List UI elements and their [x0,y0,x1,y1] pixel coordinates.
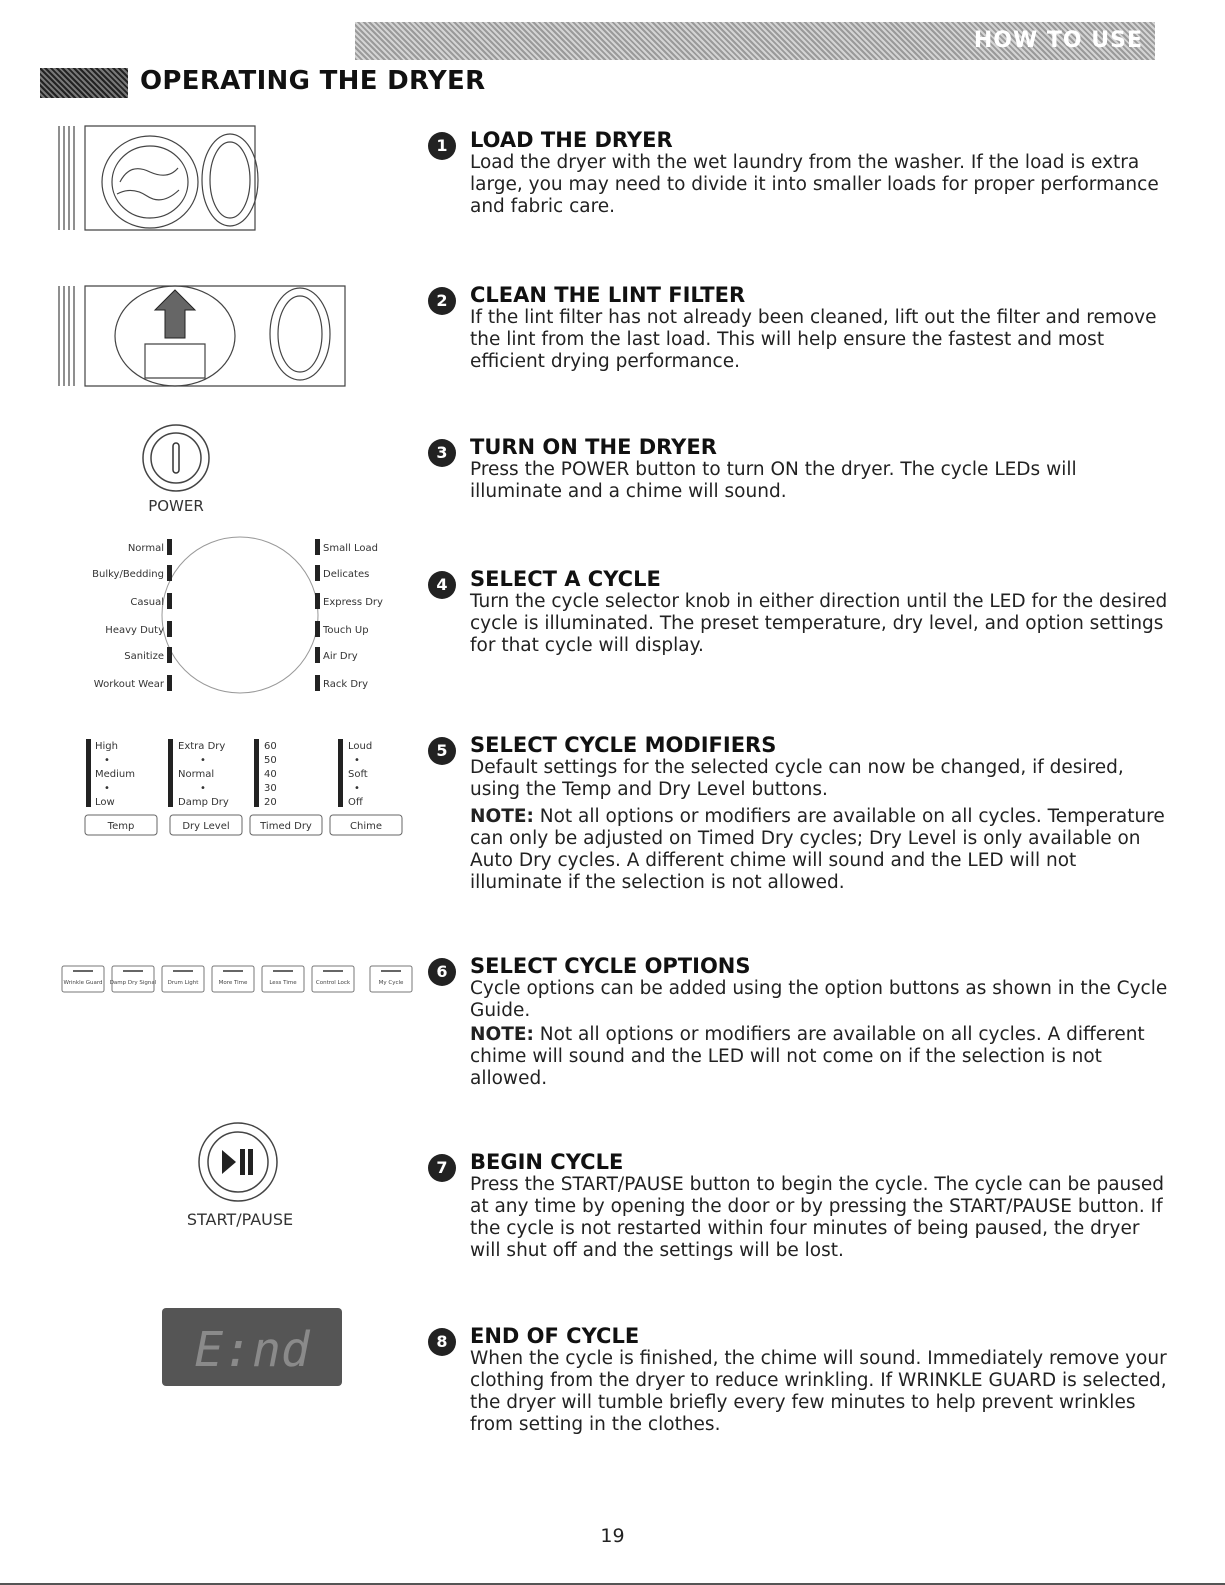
wrinkle-guard-button: Wrinkle Guard [63,980,103,986]
dry-level-label: Extra Dry [178,741,226,752]
timed-dry-label: 20 [264,797,277,808]
step-title: END OF CYCLE [470,1324,640,1348]
my-cycle-button: My Cycle [378,980,404,986]
step-number-badge: 4 [428,571,456,599]
cycle-label: Rack Dry [323,679,369,690]
display-readout: E:nd [194,1322,310,1378]
drum-light-button: Drum Light [167,980,199,986]
power-caption: POWER [148,497,204,515]
step-body [470,152,1170,218]
cycle-label: Small Load [323,543,378,554]
step-body [470,1348,1170,1436]
step-text: Default settings for the selected cycle can now be changed, if desired, using the Temp and Dry Level buttons. [470,757,1124,800]
end-display-illustration [162,1308,342,1386]
step-begin-cycle [428,1150,1168,1270]
step-clean-lint-filter [428,283,1168,383]
step-note [470,1024,1170,1090]
step-body [470,591,1170,657]
damp-dry-signal-button: Damp Dry Signal [109,980,157,986]
step-number-badge: 8 [428,1328,456,1356]
dry-level-label: Normal [178,769,215,780]
cycle-label: Sanitize [124,651,164,662]
dry-level-dot: • [200,755,206,766]
step-select-cycle-options [428,954,1168,1094]
page-number: 19 [600,1525,625,1547]
step-text: Load the dryer with the wet laundry from the washer. If the load is extra large, you may need to divide it into smaller loads for proper performance and fabric care. [470,152,1159,217]
temp-level-label: Low [95,797,115,808]
step-text: Turn the cycle selector knob in either direction until the LED for the desired cycle is illuminated. The preset temperature, dry level, and option settings for that cycle will display. [470,591,1168,656]
step-body [470,459,1170,503]
step-text: If the lint filter has not already been cleaned, lift out the filter and remove the lint from the last load. This will help ensure the fastest and most efficient drying performance. [470,307,1157,372]
chime-level-label: Soft [348,769,368,780]
less-time-button: Less Time [269,980,297,986]
page-title: OPERATING THE DRYER [140,66,486,96]
note-text: Not all options or modifiers are available on all cycles. Temperature can only be adjusted on Timed Dry cycles; Dry Level is only available on Auto Dry cycles. A different chime will sound and the LED will not illuminate if the selection is not allowed. [470,806,1165,893]
dry-level-button: Dry Level [182,821,230,832]
cycle-label: Bulky/Bedding [92,569,164,580]
step-number-badge: 1 [428,132,456,160]
step-title: BEGIN CYCLE [470,1150,624,1174]
chime-level-dot: • [354,783,360,794]
start-pause-caption: START/PAUSE [186,1210,294,1229]
step-end-of-cycle [428,1324,1168,1444]
header-tab-bar [355,22,1155,60]
chime-level-label: Off [348,797,363,808]
step-body [470,307,1170,373]
timed-dry-label: 50 [264,755,277,766]
step-number-badge: 6 [428,958,456,986]
chime-level-label: Loud [348,741,373,752]
step-text: When the cycle is finished, the chime will sound. Immediately remove your clothing from the dryer to reduce wrinkling. If WRINKLE GUARD is selected, the dryer will tumble briefly every few minutes to help prevent wrinkles from setting in the clothes. [470,1348,1167,1435]
temp-level-label: High [95,741,118,752]
cycle-label: Touch Up [323,625,369,636]
header-tab-label: HOW TO USE [973,28,1143,53]
temp-level-dot: • [104,783,110,794]
cycle-label: Heavy Duty [105,625,164,636]
lint-filter-illustration [55,282,355,390]
cycle-label: Express Dry [323,597,383,608]
timed-dry-button: Timed Dry [260,821,312,832]
step-title: CLEAN THE LINT FILTER [470,283,746,307]
temp-level-label: Medium [95,769,135,780]
note-label: NOTE: [470,1024,534,1045]
step-number-badge: 5 [428,737,456,765]
load-dryer-illustration [55,122,270,234]
step-text: Cycle options can be added using the option buttons as shown in the Cycle Guide. [470,978,1168,1021]
timed-dry-label: 60 [264,741,277,752]
power-icon [140,422,212,494]
control-lock-button: Control Lock [315,980,351,986]
step-title: SELECT CYCLE MODIFIERS [470,733,777,757]
temp-button: Temp [107,821,135,832]
cycle-selector-illustration [80,535,390,695]
dry-level-dot: • [200,783,206,794]
step-title: LOAD THE DRYER [470,128,673,152]
step-title: SELECT A CYCLE [470,567,661,591]
cycle-label: Workout Wear [93,679,164,690]
step-load-dryer [428,128,1168,228]
start-pause-icon [196,1120,280,1204]
step-title: SELECT CYCLE OPTIONS [470,954,751,978]
step-body [470,757,1170,894]
temp-level-dot: • [104,755,110,766]
step-title: TURN ON THE DRYER [470,435,717,459]
cycle-label: Normal [127,543,164,554]
section-marker [40,68,128,98]
step-text: Press the POWER button to turn ON the dryer. The cycle LEDs will illuminate and a chime will sound. [470,459,1077,502]
step-text: Press the START/PAUSE button to begin the cycle. The cycle can be paused at any time by opening the door or by pressing the START/PAUSE button. If the cycle is not restarted within four minutes of being paused, the dryer will shut off and the settings will be lost. [470,1174,1165,1261]
chime-button: Chime [350,821,382,832]
timed-dry-label: 30 [264,783,277,794]
note-text: Not all options or modifiers are available on all cycles. A different chime will sound and the LED will not come on if the selection is not allowed. [470,1024,1145,1089]
dry-level-label: Damp Dry [178,797,229,808]
note-label: NOTE: [470,806,534,827]
step-turn-on-dryer [428,435,1168,515]
step-select-cycle [428,567,1168,667]
modifier-panel-illustration [80,735,410,840]
step-note [470,806,1170,894]
more-time-button: More Time [218,980,248,986]
step-number-badge: 2 [428,287,456,315]
step-number-badge: 3 [428,439,456,467]
step-select-cycle-modifiers [428,733,1168,903]
step-body [470,978,1170,1090]
step-body [470,1174,1170,1262]
cycle-label: Delicates [323,569,370,580]
cycle-label: Casual [130,597,164,608]
timed-dry-label: 40 [264,769,277,780]
step-number-badge: 7 [428,1154,456,1182]
chime-level-dot: • [354,755,360,766]
option-buttons-illustration [60,962,420,996]
cycle-label: Air Dry [323,651,358,662]
